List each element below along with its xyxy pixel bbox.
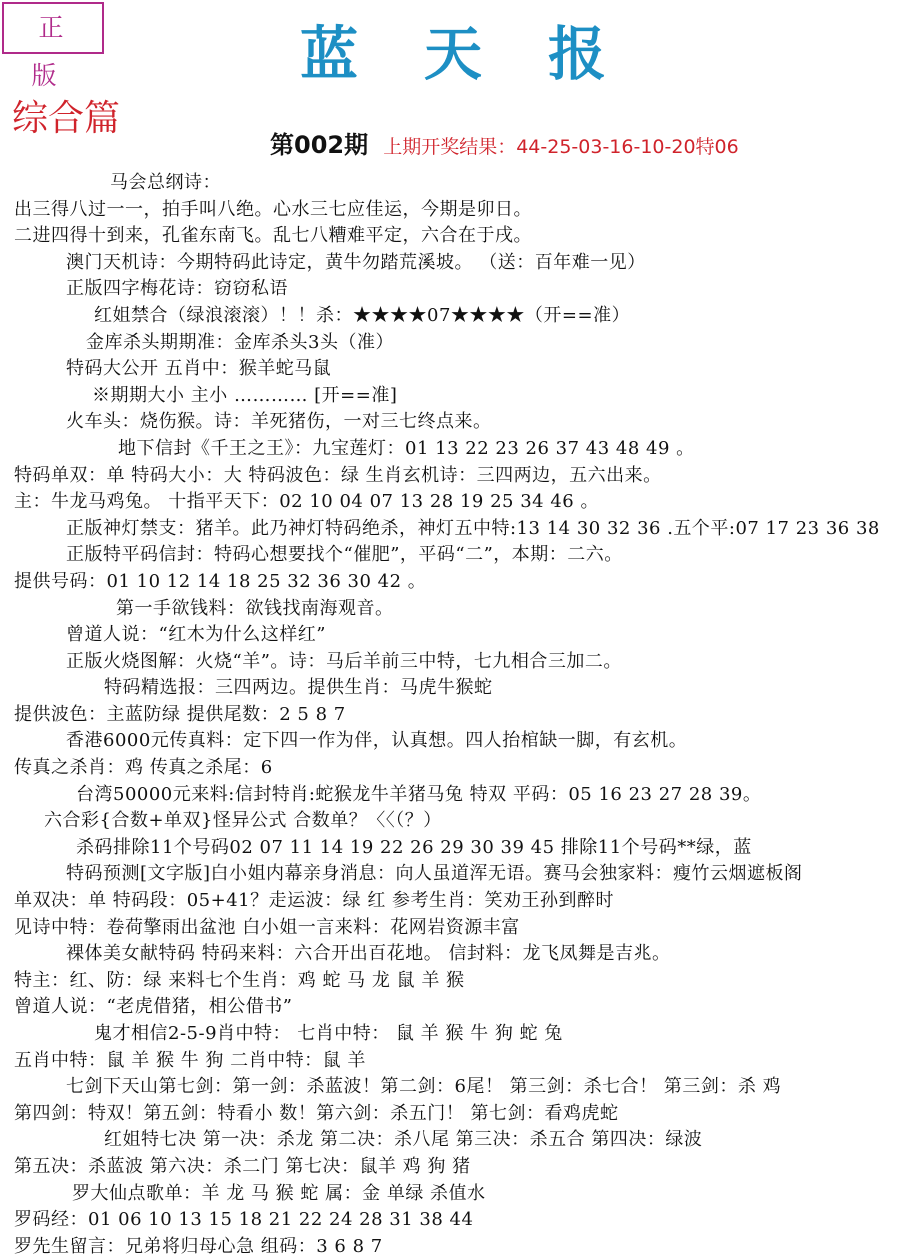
text-line: 曾道人说：“老虎借猪，相公借书” <box>14 996 293 1018</box>
newspaper-title: 蓝天报 <box>300 20 673 88</box>
text-line: 地下信封《千王之王》：九宝莲灯：01 13 22 23 26 37 43 48 49 。 <box>118 437 695 459</box>
text-line: 第五决：杀蓝波 第六决：杀二门 第七决：鼠羊 鸡 狗 猪 <box>14 1155 471 1177</box>
text-line: 罗先生留言：兄弟将归母心急 组码：3 6 8 7 <box>14 1235 383 1257</box>
text-line: 第一手欲钱料：欲钱找南海观音。 <box>116 597 394 619</box>
text-line: 提供波色：主蓝防绿 提供尾数：2 5 8 7 <box>14 703 346 725</box>
text-line: 见诗中特：卷荷擎雨出盆池 白小姐一言来料：花网岩资源丰富 <box>14 916 520 938</box>
text-line: 正版火烧图解：火烧“羊”。诗：马后羊前三中特，七九相合三加二。 <box>66 650 622 672</box>
text-line: 单双决：单 特码段：05+41？走运波：绿 红 参考生肖：笑劝王孙到醉时 <box>14 890 615 912</box>
section-heading: 综合篇 <box>12 98 121 139</box>
text-line: 罗大仙点歌单：羊 龙 马 猴 蛇 属：金 单绿 杀值水 <box>72 1182 486 1204</box>
text-line: 香港6000元传真料：定下四一作为伴，认真想。四人抬棺缺一脚，有玄机。 <box>66 730 688 752</box>
text-line: 曾道人说：“红木为什么这样红” <box>66 624 326 646</box>
text-line: 特码精选报：三四两边。提供生肖：马虎牛猴蛇 <box>104 677 493 699</box>
text-line: 传真之杀肖：鸡 传真之杀尾：6 <box>14 757 273 779</box>
text-line: 五肖中特：鼠 羊 猴 牛 狗 二肖中特：鼠 羊 <box>14 1049 366 1071</box>
text-line: 正版特平码信封：特码心想要找个“催肥”，平码“二”，本期：二六。 <box>66 544 623 566</box>
text-line: 火车头：烧伤猴。诗：羊死猪伤，一对三七终点来。 <box>66 411 492 433</box>
text-line: 提供号码：01 10 12 14 18 25 32 36 30 42 。 <box>14 570 427 592</box>
text-line: 特码单双：单 特码大小：大 特码波色：绿 生肖玄机诗：三四两边，五六出来。 <box>14 464 662 486</box>
text-line: 澳门天机诗：今期特码此诗定，黄牛勿踏荒溪坡。 （送：百年难一见） <box>66 251 646 273</box>
text-line: 马会总纲诗： <box>110 172 221 193</box>
text-line: 罗码经：01 06 10 13 15 18 21 22 24 28 31 38 44 <box>14 1209 474 1231</box>
text-line: 台湾50000元来料:信封特肖:蛇猴龙牛羊猪马兔 特双 平码：05 16 23 27 28 39。 <box>76 783 762 805</box>
text-line: 裸体美女献特码 特码来料：六合开出百花地。 信封料：龙飞凤舞是吉兆。 <box>66 943 671 965</box>
last-draw-result: 上期开奖结果：44-25-03-16-10-20特06 <box>383 136 739 158</box>
authentic-badge: 正版 <box>2 2 104 54</box>
text-line: 出三得八过一一，拍手叫八绝。心水三七应佳运，今期是卯日。 <box>14 198 532 220</box>
article-body <box>0 170 900 1260</box>
issue-row <box>270 128 739 162</box>
text-line: 特主：红、防：绿 来料七个生肖：鸡 蛇 马 龙 鼠 羊 猴 <box>14 969 465 991</box>
text-line: ※期期大小 主小 ………… [开==准] <box>92 384 398 406</box>
text-line: 第四剑：特双！第五剑：特看小 数！第六剑：杀五门！ 第七剑：看鸡虎蛇 <box>14 1102 619 1124</box>
text-line: 红姐禁合（绿浪滚滚）！！杀：★★★★07★★★★（开==准） <box>94 304 631 326</box>
issue-number: 第002期 <box>270 131 369 159</box>
text-line: 鬼才相信2-5-9肖中特： 七肖中特： 鼠 羊 猴 牛 狗 蛇 兔 <box>94 1023 563 1044</box>
text-line: 金库杀头期期准：金库杀头3头（准） <box>86 331 394 353</box>
text-line: 七剑下天山第七剑：第一剑：杀蓝波！第二剑：6尾！ 第三剑：杀七合！ 第三剑：杀 鸡 <box>66 1076 782 1098</box>
text-line: 杀码排除11个号码02 07 11 14 19 22 26 29 30 39 45 排除11个号码**绿，蓝 <box>76 836 752 858</box>
text-line: 主：牛龙马鸡兔。 十指平天下：02 10 04 07 13 28 19 25 34 46 。 <box>14 491 599 513</box>
text-line: 红姐特七决 第一决：杀龙 第二决：杀八尾 第三决：杀五合 第四决：绿波 <box>104 1129 703 1151</box>
text-line: 六合彩{合数+单双}怪异公式 合数单？〈〈（？） <box>44 810 442 832</box>
text-line: 二进四得十到来，孔雀东南飞。乱七八糟难平定，六合在于戌。 <box>14 225 532 247</box>
text-line: 特码预测[文字版]白小姐内幕亲身消息：向人虽道浑无语。赛马会独家料：瘦竹云烟遮板阁 <box>66 863 803 885</box>
text-line: 特码大公开 五肖中：猴羊蛇马鼠 <box>66 358 332 380</box>
text-line: 正版神灯禁支：猪羊。此乃神灯特码绝杀，神灯五中特:13 14 30 32 36 .五个平:07 17 23 36 38 <box>66 517 880 539</box>
text-line: 正版四字梅花诗：窃窃私语 <box>66 278 288 300</box>
